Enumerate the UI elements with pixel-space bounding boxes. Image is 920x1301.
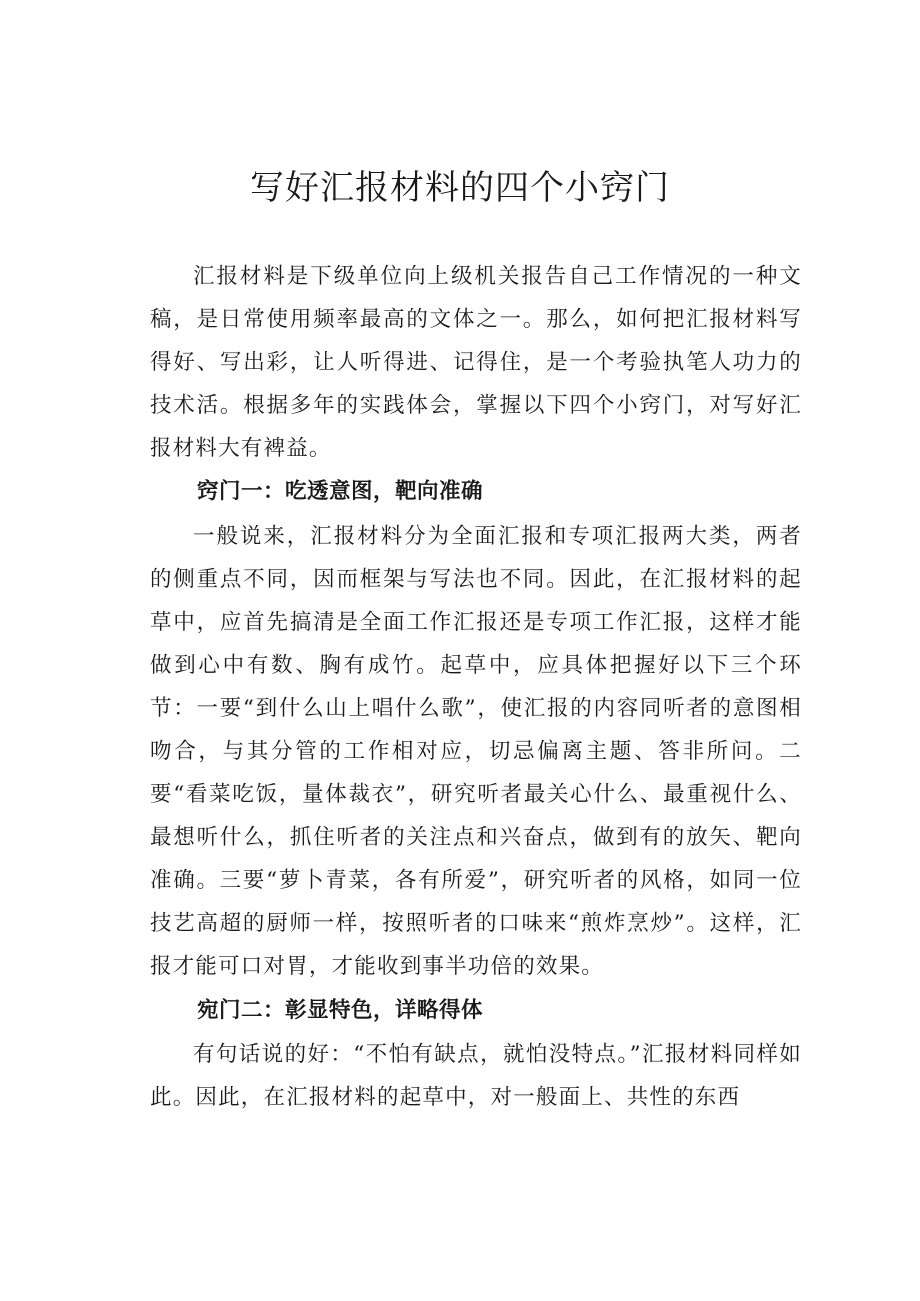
paragraph-section-2: 有句话说的好：“不怕有缺点，就怕没特点。”汇报材料同样如此。因此，在汇报材料的起草中，对一般面上、共性的东西 bbox=[150, 1042, 802, 1110]
document-title: 写好汇报材料的四个小窍门 bbox=[250, 168, 670, 208]
section-heading-2: 宛门二：彰显特色，详略得体 bbox=[197, 998, 484, 1023]
section-heading-1: 窍门一：吃透意图，靶向准确 bbox=[197, 479, 484, 504]
paragraph-intro: 汇报材料是下级单位向上级机关报告自己工作情况的一种文稿，是日常使用频率最高的文体之一。那么，如何把汇报材料写得好、写出彩，让人听得进、记得住，是一个考验执笔人功力的技术活。根据多年的实践体会，掌握以下四个小窍门，对写好汇报材料大有裨益。 bbox=[150, 264, 802, 461]
paragraph-section-1: 一般说来，汇报材料分为全面汇报和专项汇报两大类，两者的侧重点不同，因而框架与写法也不同。因此，在汇报材料的起草中，应首先搞清是全面工作汇报还是专项工作汇报，这样才能做到心中有数、胸有成竹。起草中，应具体把握好以下三个环节：一要“到什么山上唱什么歌”，使汇报的内容同听者的意图相吻合，与其分管的工作相对应，切忌偏离主题、答非所问。二要“看菜吃饭，量体裁衣”，研究听者最关心什么、最重视什么、最想听什么，抓住听者的关注点和兴奋点，做到有的放矢、靶向准确。三要“萝卜青菜，各有所爱”，研究听者的风格，如同一位技艺高超的厨师一样，按照听者的口味来“煎炸烹炒”。这样，汇报才能可口对胃，才能收到事半功倍的效果。 bbox=[150, 524, 802, 979]
